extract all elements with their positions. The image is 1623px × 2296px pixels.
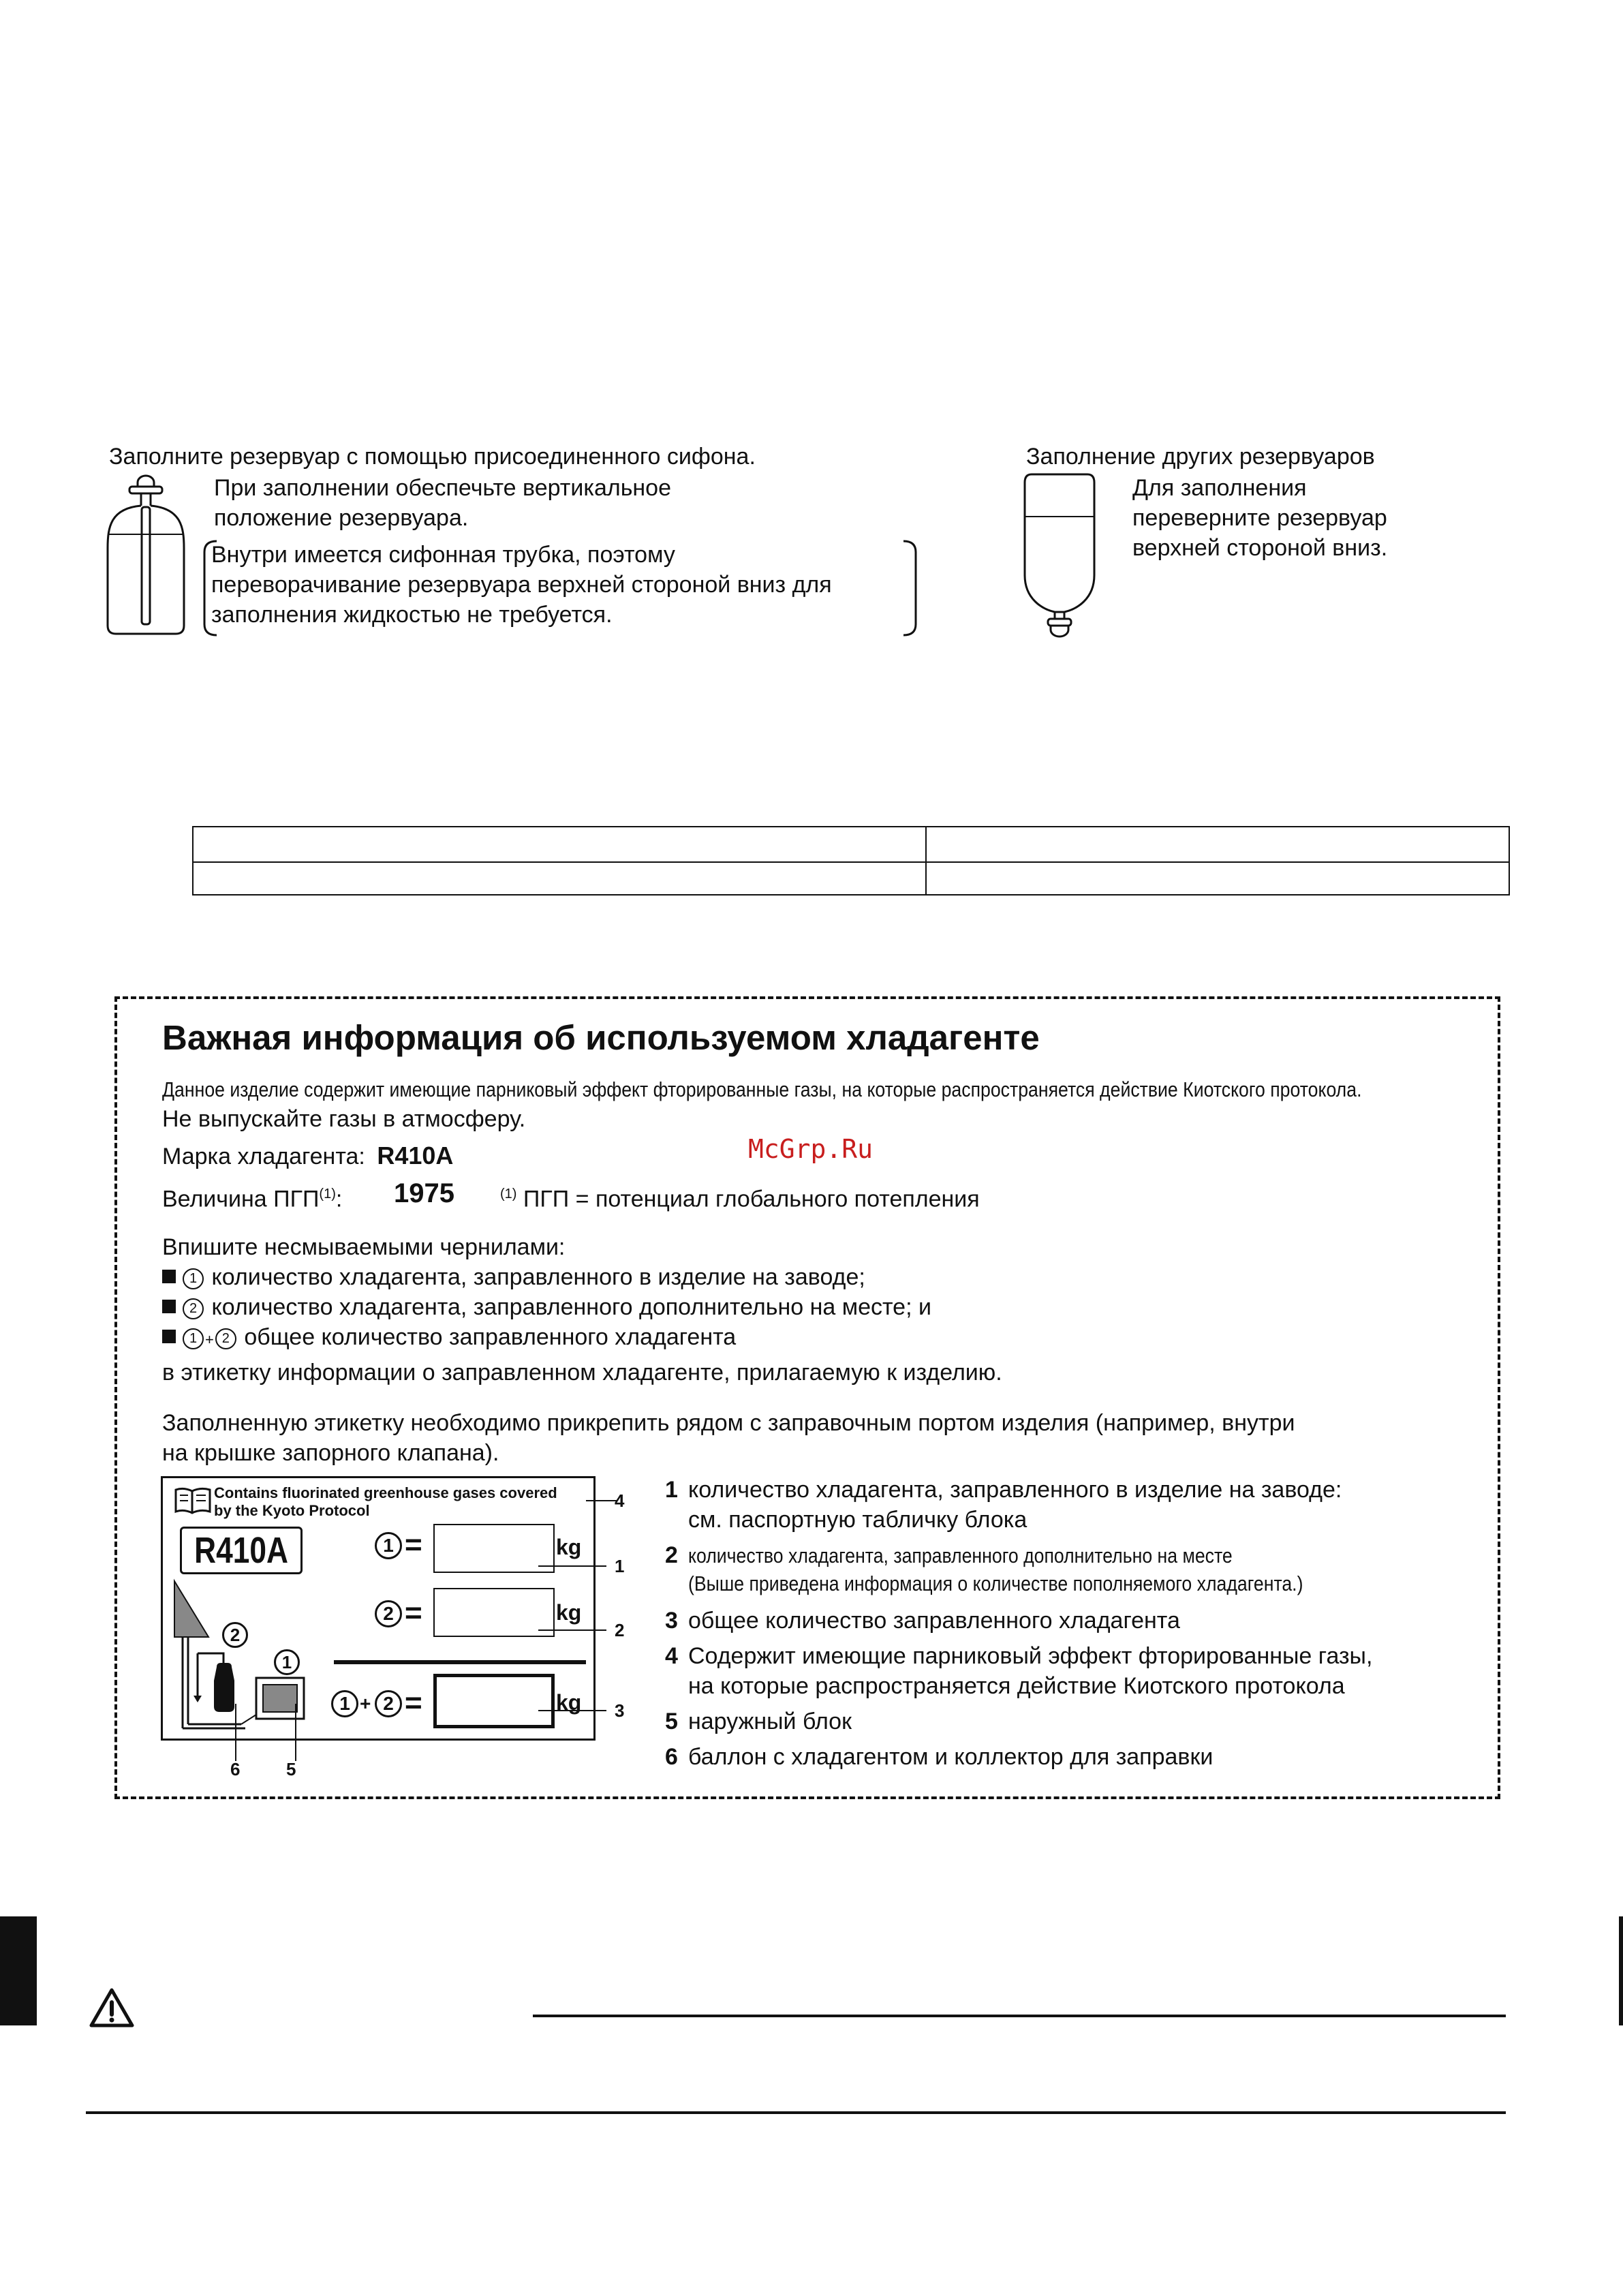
circled-number: 1 <box>183 1328 204 1349</box>
side-tab-marker <box>0 1916 37 2025</box>
gwp-note-line <box>500 1179 980 1214</box>
attach-note-line-1: Заполненную этикетку необходимо прикрепить рядом с заправочным портом изделия (например, внутри <box>162 1410 1295 1436</box>
ink-item-text: количество хладагента, заправленного в изделие на заводе; <box>211 1264 865 1290</box>
bracket-note-line-1: Внутри имеется сифонная трубка, поэтому <box>211 542 675 568</box>
label-row3-mark-2: 2 <box>375 1690 402 1717</box>
legend-number: 4 <box>665 1643 678 1669</box>
legend-text: наружный блок <box>688 1709 852 1734</box>
gwp-value: 1975 <box>394 1178 454 1208</box>
legend-text: количество хладагента, заправленного дополнительно на месте <box>688 1544 1233 1567</box>
ink-item-text: количество хладагента, заправленного дополнительно на месте; и <box>211 1294 931 1320</box>
gwp-note-superscript: (1) <box>500 1187 517 1201</box>
siphon-tank-icon <box>104 473 188 639</box>
legend-item-1-line-2: см. паспортную табличку блока <box>688 1507 1027 1533</box>
kyoto-text-line <box>162 1075 1557 1104</box>
right-caption: Заполнение других резервуаров <box>1026 444 1375 470</box>
equipment-mark-2: 2 <box>222 1622 248 1648</box>
legend-number: 2 <box>665 1542 678 1568</box>
watermark: McGrp.Ru <box>748 1134 874 1164</box>
plus-sign: + <box>205 1331 214 1348</box>
callout-6: 6 <box>230 1759 241 1779</box>
legend-number: 5 <box>665 1709 678 1734</box>
gwp-colon: : <box>335 1186 343 1212</box>
label-header-line-2: by the Kyoto Protocol <box>214 1502 370 1519</box>
legend-item-5 <box>665 1706 852 1736</box>
label-row3-mark-1: 1 <box>331 1690 358 1717</box>
side-tab-marker-right <box>1619 1916 1623 2025</box>
left-note-line-2: положение резервуара. <box>214 505 469 531</box>
book-icon <box>173 1486 213 1516</box>
ink-item-1 <box>162 1262 865 1292</box>
label-header-line-1: Contains fluorinated greenhouse gases covered <box>214 1484 557 1501</box>
brand-label: Марка хладагента: <box>162 1144 365 1169</box>
gwp-note: ПГП = потенциал глобального потепления <box>523 1186 980 1212</box>
bracket-note-line-2: переворачивание резервуара верхней стороной вниз для <box>211 572 832 598</box>
label-row3-unit: kg <box>556 1690 582 1715</box>
label-refrigerant-name: R410A <box>194 1530 288 1571</box>
ink-item-text: общее количество заправленного хладагента <box>244 1324 737 1350</box>
legend-text: Содержит имеющие парниковый эффект фторированные газы, <box>688 1643 1373 1669</box>
right-note-line-3: верхней стороной вниз. <box>1132 535 1388 561</box>
callout-1: 1 <box>615 1556 625 1576</box>
inverted-tank-icon <box>1022 473 1097 641</box>
circled-number: 1 <box>183 1268 204 1289</box>
bullet-square-icon <box>162 1300 176 1313</box>
legend-text: баллон с хладагентом и коллектор для заправки <box>688 1744 1214 1770</box>
brand-line <box>162 1141 453 1172</box>
circled-number: 2 <box>183 1298 204 1319</box>
ink-item-2 <box>162 1292 931 1322</box>
callout-2: 2 <box>615 1620 625 1640</box>
right-note-line-1: Для заполнения <box>1132 475 1307 501</box>
ink-intro: Впишите несмываемыми чернилами: <box>162 1234 566 1260</box>
label-row2-equals: = <box>405 1596 422 1629</box>
legend-text: общее количество заправленного хладагента <box>688 1608 1180 1634</box>
ink-item-3 <box>162 1322 736 1355</box>
brand-value: R410A <box>377 1142 454 1169</box>
gwp-superscript: (1) <box>319 1187 336 1201</box>
bullet-square-icon <box>162 1270 176 1283</box>
bullet-square-icon <box>162 1330 176 1343</box>
footer-rule <box>86 2111 1506 2114</box>
callout-5: 5 <box>286 1759 296 1779</box>
label-refrigerant-box <box>180 1527 303 1574</box>
left-note-line-1: При заполнении обеспечьте вертикальное <box>214 475 672 501</box>
right-note-line-2: переверните резервуар <box>1132 505 1387 531</box>
circled-number: 2 <box>215 1328 236 1349</box>
table-column-divider <box>925 827 927 894</box>
gwp-label: Величина ПГП <box>162 1186 320 1212</box>
label-row3-plus: + <box>360 1693 371 1714</box>
legend-item-3 <box>665 1606 1180 1636</box>
left-caption: Заполните резервуар с помощью присоединенного сифона. <box>109 444 756 470</box>
callout-3: 3 <box>615 1700 625 1721</box>
empty-table <box>192 826 1510 896</box>
equipment-mark-1: 1 <box>274 1649 300 1675</box>
legend-item-2 <box>665 1540 1321 1571</box>
legend-number: 3 <box>665 1608 678 1634</box>
legend-item-6 <box>665 1742 1213 1772</box>
bracket-note-line-3: заполнения жидкостью не требуется. <box>211 602 613 628</box>
legend-item-4-line-2: на которые распространяется действие Киотского протокола <box>688 1673 1345 1699</box>
label-row2-mark: 2 <box>375 1600 402 1627</box>
label-row1-mark: 1 <box>375 1532 402 1559</box>
section-rule <box>533 2015 1506 2017</box>
ink-outro: в этикетку информации о заправленном хладагенте, прилагаемую к изделию. <box>162 1360 1002 1386</box>
legend-item-4 <box>665 1641 1372 1671</box>
label-row3-equals: = <box>405 1686 422 1719</box>
callout-leaders <box>422 1486 620 1751</box>
label-row2-unit: kg <box>556 1600 582 1625</box>
kyoto-text: Данное изделие содержит имеющие парниковый эффект фторированные газы, на которые распространяется действие Киотского протокола. <box>162 1077 1362 1101</box>
warning-triangle-icon <box>89 1987 135 2028</box>
legend-number: 1 <box>665 1477 678 1503</box>
attach-note-line-2: на крышке запорного клапана). <box>162 1440 499 1466</box>
info-box-title: Важная информация об используемом хладагенте <box>162 1018 1040 1057</box>
gwp-line <box>162 1179 342 1214</box>
legend-item-2-line-2: (Выше приведена информация о количестве пополняемого хладагента.) <box>688 1572 1303 1595</box>
legend-number: 6 <box>665 1744 678 1770</box>
label-row1-unit: kg <box>556 1535 582 1559</box>
callout-4: 4 <box>615 1490 625 1511</box>
legend-item-1 <box>665 1475 1342 1505</box>
table-row-divider <box>194 861 1509 863</box>
legend-item-2-line-2-wrap <box>688 1569 1403 1599</box>
label-row1-equals: = <box>405 1528 422 1561</box>
no-release-text: Не выпускайте газы в атмосферу. <box>162 1106 526 1132</box>
legend-text: количество хладагента, заправленного в изделие на заводе: <box>688 1477 1342 1503</box>
bottom-callout-leaders <box>225 1704 313 1765</box>
